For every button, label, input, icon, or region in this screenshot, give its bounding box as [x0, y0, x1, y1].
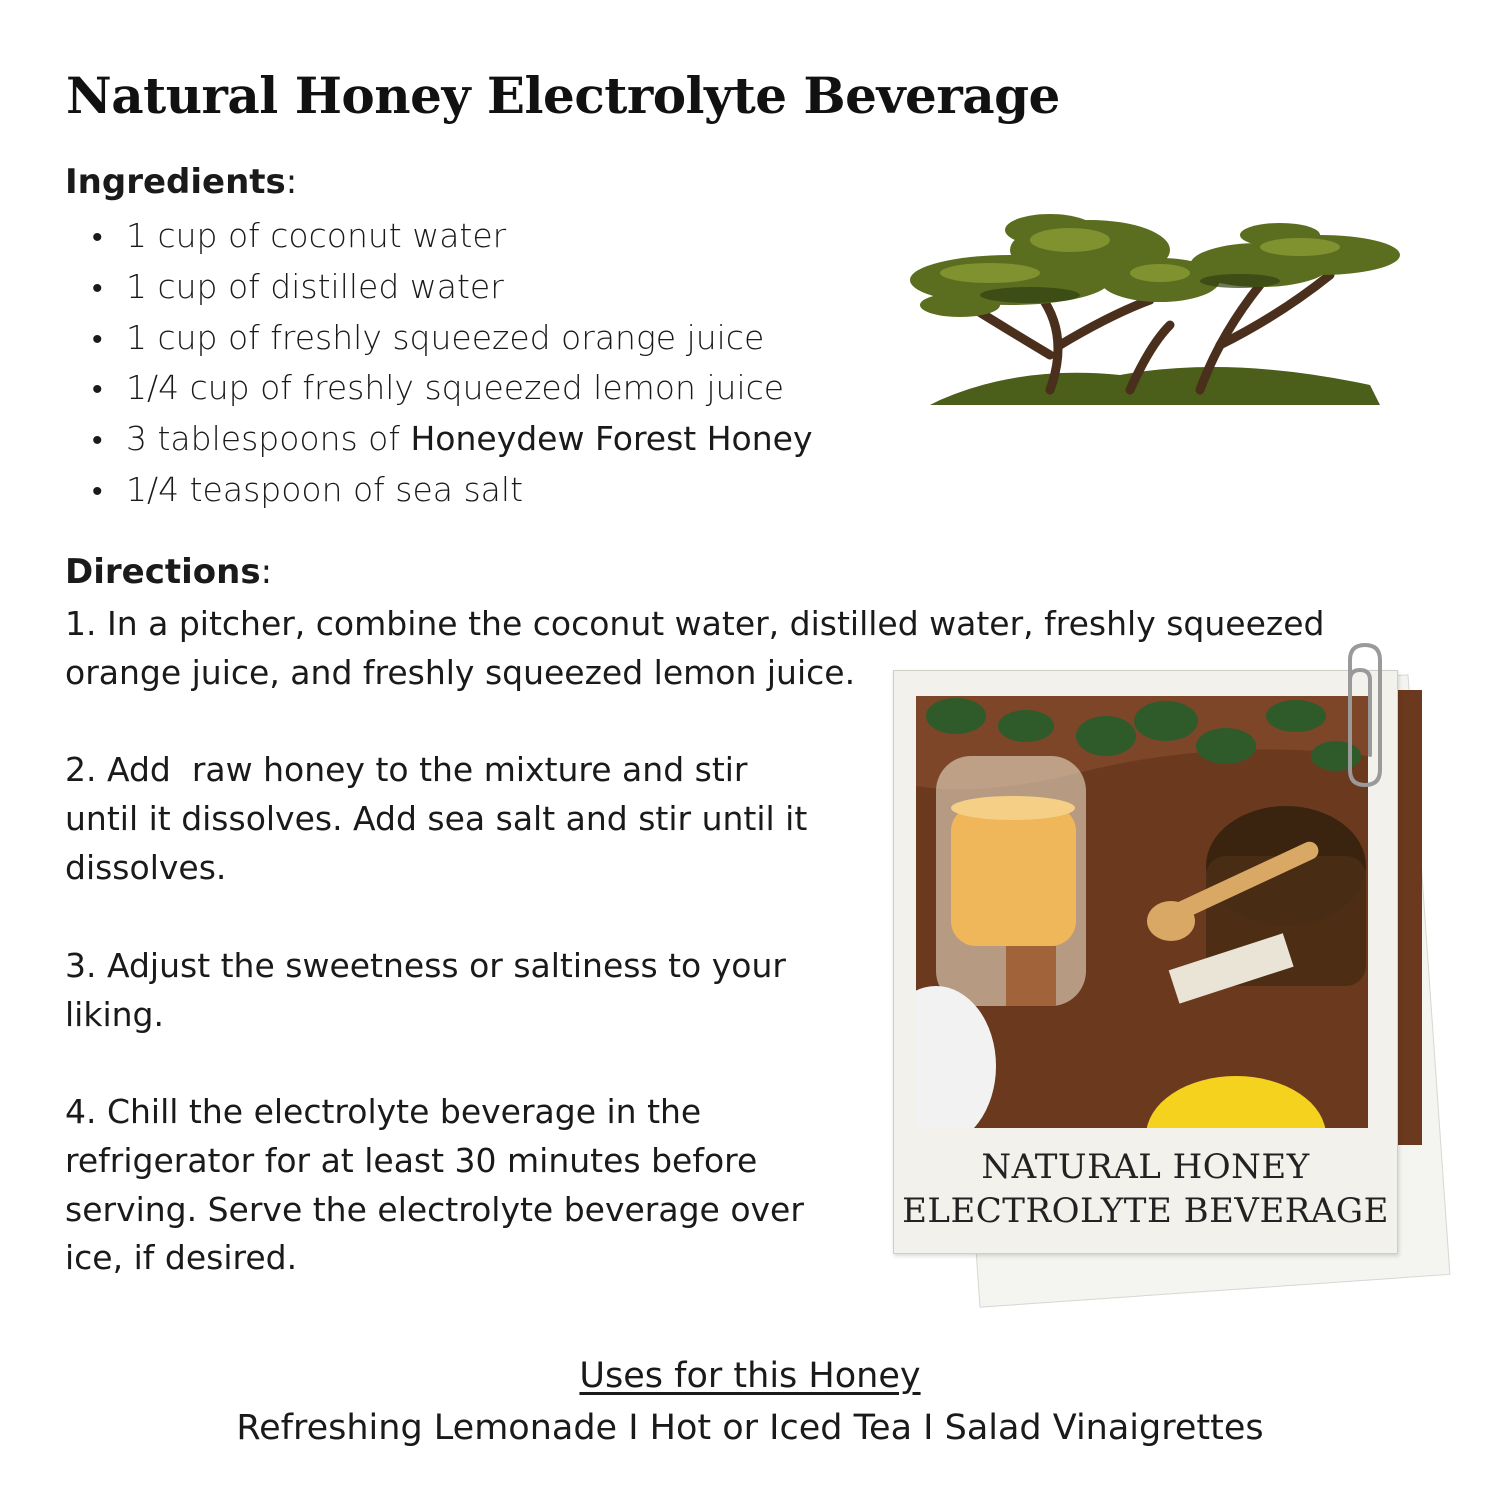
caption-line-1: NATURAL HONEY	[981, 1147, 1310, 1187]
uses-heading: Uses for this Honey	[579, 1356, 921, 1396]
direction-step-1: 1. In a pitcher, combine the coconut water, distilled water, freshly squeezed orange juice, and freshly squeezed lemon juice.	[65, 604, 1325, 692]
ingredient-item: • 1 cup of distilled water	[90, 263, 812, 314]
directions-heading: Directions:	[65, 552, 273, 592]
direction-step-2: 2. Add raw honey to the mixture and stir until it dissolves. Add sea salt and stir until it dissolves.	[65, 750, 818, 887]
uses-list: Refreshing Lemonade I Hot or Iced Tea I Salad Vinaigrettes	[236, 1408, 1264, 1448]
ingredient-item: • 1 cup of coconut water	[90, 212, 812, 263]
directions-heading-label: Directions	[65, 552, 261, 592]
ingredient-item: • 1/4 teaspoon of sea salt	[90, 466, 812, 517]
direction-step-4: 4. Chill the electrolyte beverage in the refrigerator for at least 30 minutes before serving. Serve the electrolyte beverage over ice, if desired.	[65, 1092, 804, 1278]
ingredient-item: • 1 cup of freshly squeezed orange juice	[90, 314, 812, 365]
caption-line-2: ELECTROLYTE BEVERAGE	[902, 1191, 1389, 1231]
ingredient-item: • 3 tablespoons of Honeydew Forest Honey	[90, 415, 812, 466]
ingredients-list	[90, 212, 812, 517]
ingredient-item: • 1/4 cup of freshly squeezed lemon juice	[90, 364, 812, 415]
ingredients-heading-label: Ingredients	[65, 162, 286, 202]
ingredients-heading: Ingredients:	[65, 162, 298, 202]
polaroid-back-photo-edge	[1398, 690, 1422, 1145]
page-title: Natural Honey Electrolyte Beverage	[66, 66, 1060, 125]
honey-product-name: Honeydew Forest Honey	[410, 419, 813, 459]
direction-step-3: 3. Adjust the sweetness or saltiness to your liking.	[65, 946, 786, 1034]
paperclip-icon	[1340, 640, 1390, 790]
tree-illustration	[900, 205, 1410, 405]
beverage-photo	[916, 696, 1368, 1128]
polaroid-caption	[893, 1145, 1398, 1233]
